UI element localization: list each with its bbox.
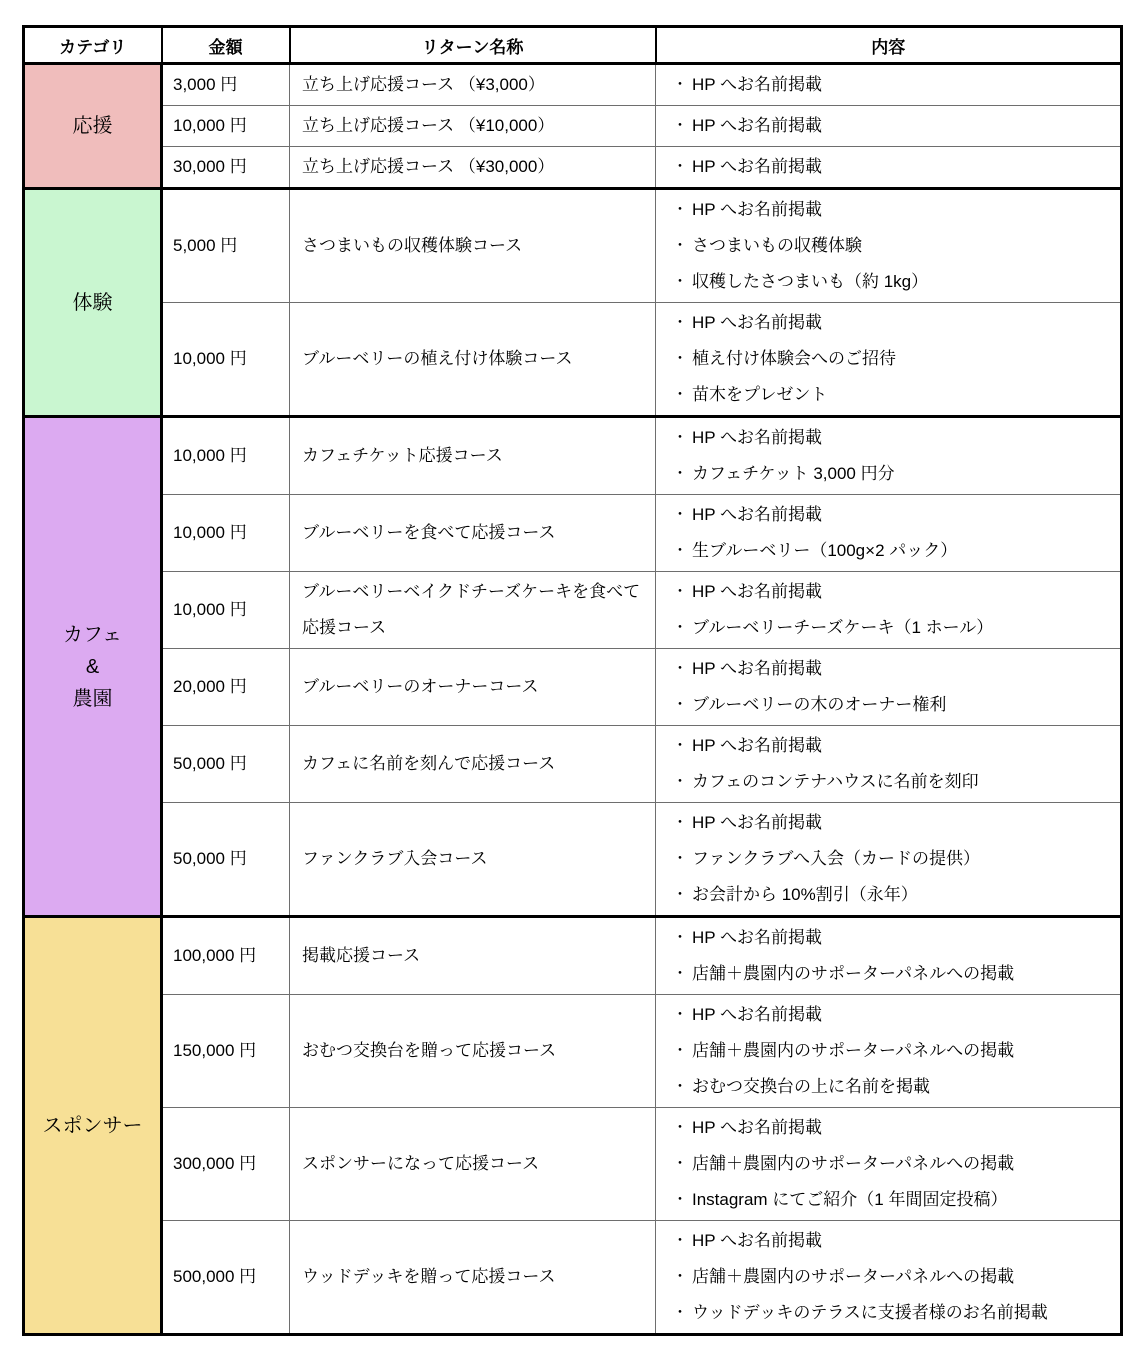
content-bullet-item <box>668 305 1114 341</box>
bullet-dot: ・ <box>672 965 688 982</box>
content-bullet-item <box>668 533 1114 569</box>
amount-cell: 10,000 円 <box>162 572 290 649</box>
bullet-text: お会計から 10%割引（永年） <box>692 885 918 904</box>
bullet-dot: ・ <box>672 737 688 754</box>
bullet-text: ブルーベリーチーズケーキ（1 ホール） <box>692 618 994 637</box>
table-row <box>24 1221 1122 1335</box>
header-row <box>24 27 1122 64</box>
bullet-dot: ・ <box>672 583 688 600</box>
bullet-dot: ・ <box>672 506 688 523</box>
amount-cell: 500,000 円 <box>162 1221 290 1335</box>
amount-cell: 3,000 円 <box>162 64 290 106</box>
returns-table <box>22 25 1123 1336</box>
content-cell <box>656 495 1122 572</box>
bullet-text: HP へお名前掲載 <box>692 157 823 176</box>
bullet-dot: ・ <box>672 465 688 482</box>
bullet-text: HP へお名前掲載 <box>692 736 823 755</box>
bullet-dot: ・ <box>672 1078 688 1095</box>
bullet-text: HP へお名前掲載 <box>692 813 823 832</box>
content-cell <box>656 189 1122 303</box>
content-bullet-item <box>668 610 1114 646</box>
bullet-text: HP へお名前掲載 <box>692 200 823 219</box>
bullet-text: 植え付け体験会へのご招待 <box>692 349 896 368</box>
amount-cell: 10,000 円 <box>162 495 290 572</box>
bullet-text: 店舗＋農園内のサポーターパネルへの掲載 <box>692 1154 1015 1173</box>
table-row <box>24 189 1122 303</box>
content-bullet-item <box>668 1110 1114 1146</box>
category-label-line: スポンサー <box>42 1114 143 1137</box>
bullet-text: HP へお名前掲載 <box>692 116 823 135</box>
table-row <box>24 917 1122 995</box>
bullet-dot: ・ <box>672 886 688 903</box>
bullet-dot: ・ <box>672 237 688 254</box>
bullet-dot: ・ <box>672 773 688 790</box>
table-header <box>24 27 1122 64</box>
table-row <box>24 147 1122 189</box>
return-name-cell: ブルーベリーの植え付け体験コース <box>290 303 656 417</box>
bullet-text: HP へお名前掲載 <box>692 582 823 601</box>
bullet-dot: ・ <box>672 273 688 290</box>
content-bullet-item <box>668 877 1114 913</box>
bullet-text: 店舗＋農園内のサポーターパネルへの掲載 <box>692 1041 1015 1060</box>
return-name-cell: ブルーベリーを食べて応援コース <box>290 495 656 572</box>
bullet-dot: ・ <box>672 1268 688 1285</box>
bullet-text: 店舗＋農園内のサポーターパネルへの掲載 <box>692 1267 1015 1286</box>
bullet-text: HP へお名前掲載 <box>692 1231 823 1250</box>
bullet-text: HP へお名前掲載 <box>692 1005 823 1024</box>
content-cell <box>656 303 1122 417</box>
category-cell <box>24 917 162 1335</box>
table-row <box>24 1108 1122 1221</box>
category-cell <box>24 417 162 917</box>
bullet-text: HP へお名前掲載 <box>692 75 823 94</box>
return-name-cell: ブルーベリーベイクドチーズケーキを食べて応援コース <box>290 572 656 649</box>
return-name-cell: さつまいもの収穫体験コース <box>290 189 656 303</box>
bullet-dot: ・ <box>672 1042 688 1059</box>
content-bullet-item <box>668 920 1114 956</box>
amount-cell: 30,000 円 <box>162 147 290 189</box>
return-name-cell: 立ち上げ応援コース （¥10,000） <box>290 106 656 147</box>
table-row <box>24 106 1122 147</box>
content-cell <box>656 417 1122 495</box>
bullet-text: HP へお名前掲載 <box>692 659 823 678</box>
content-bullet-item <box>668 497 1114 533</box>
content-cell <box>656 106 1122 147</box>
bullet-dot: ・ <box>672 429 688 446</box>
table-row <box>24 803 1122 917</box>
bullet-text: HP へお名前掲載 <box>692 1118 823 1137</box>
column-header-name: リターン名称 <box>290 27 656 64</box>
content-cell <box>656 995 1122 1108</box>
bullet-dot: ・ <box>672 542 688 559</box>
table-row <box>24 995 1122 1108</box>
bullet-text: ブルーベリーの木のオーナー権利 <box>692 695 947 714</box>
bullet-text: カフェのコンテナハウスに名前を刻印 <box>692 772 979 791</box>
amount-cell: 20,000 円 <box>162 649 290 726</box>
category-label-line: & <box>85 655 100 678</box>
content-bullet-item <box>668 456 1114 492</box>
bullet-dot: ・ <box>672 814 688 831</box>
content-bullet-item <box>668 1069 1114 1105</box>
table-row <box>24 495 1122 572</box>
category-label-line: カフェ <box>63 623 122 646</box>
content-bullet-item <box>668 341 1114 377</box>
content-bullet-item <box>668 67 1114 103</box>
bullet-text: 生ブルーベリー（100g×2 パック） <box>692 541 958 560</box>
bullet-dot: ・ <box>672 117 688 134</box>
content-cell <box>656 572 1122 649</box>
content-bullet-item <box>668 264 1114 300</box>
amount-cell: 50,000 円 <box>162 803 290 917</box>
table-row <box>24 64 1122 106</box>
content-cell <box>656 726 1122 803</box>
content-bullet-item <box>668 1223 1114 1259</box>
bullet-text: ファンクラブへ入会（カードの提供） <box>692 849 980 868</box>
bullet-dot: ・ <box>672 929 688 946</box>
bullet-text: HP へお名前掲載 <box>692 428 823 447</box>
return-name-cell: ウッドデッキを贈って応援コース <box>290 1221 656 1335</box>
return-name-cell: カフェに名前を刻んで応援コース <box>290 726 656 803</box>
bullet-dot: ・ <box>672 1006 688 1023</box>
category-label-line: 体験 <box>72 291 113 314</box>
content-cell <box>656 917 1122 995</box>
amount-cell: 10,000 円 <box>162 417 290 495</box>
content-bullet-item <box>668 1295 1114 1331</box>
content-bullet-item <box>668 108 1114 144</box>
content-bullet-item <box>668 651 1114 687</box>
bullet-dot: ・ <box>672 314 688 331</box>
return-name-cell: カフェチケット応援コース <box>290 417 656 495</box>
content-cell <box>656 649 1122 726</box>
column-header-category: カテゴリ <box>24 27 162 64</box>
bullet-text: おむつ交換台の上に名前を掲載 <box>692 1077 930 1096</box>
table-row <box>24 572 1122 649</box>
table-row <box>24 417 1122 495</box>
amount-cell: 10,000 円 <box>162 303 290 417</box>
content-bullet-item <box>668 841 1114 877</box>
content-bullet-item <box>668 377 1114 413</box>
bullet-text: 収穫したさつまいも（約 1kg） <box>692 272 929 291</box>
table-row <box>24 303 1122 417</box>
bullet-text: ウッドデッキのテラスに支援者様のお名前掲載 <box>692 1303 1048 1322</box>
amount-cell: 300,000 円 <box>162 1108 290 1221</box>
content-cell <box>656 64 1122 106</box>
bullet-text: HP へお名前掲載 <box>692 928 823 947</box>
bullet-dot: ・ <box>672 660 688 677</box>
bullet-dot: ・ <box>672 850 688 867</box>
return-name-cell: スポンサーになって応援コース <box>290 1108 656 1221</box>
content-cell <box>656 1221 1122 1335</box>
content-bullet-item <box>668 1182 1114 1218</box>
content-bullet-item <box>668 420 1114 456</box>
return-name-cell: ファンクラブ入会コース <box>290 803 656 917</box>
column-header-content: 内容 <box>656 27 1122 64</box>
bullet-text: さつまいもの収穫体験 <box>692 236 862 255</box>
content-cell <box>656 803 1122 917</box>
return-name-cell: ブルーベリーのオーナーコース <box>290 649 656 726</box>
bullet-dot: ・ <box>672 350 688 367</box>
content-cell <box>656 147 1122 189</box>
bullet-dot: ・ <box>672 201 688 218</box>
bullet-text: 店舗＋農園内のサポーターパネルへの掲載 <box>692 964 1015 983</box>
bullet-dot: ・ <box>672 158 688 175</box>
bullet-dot: ・ <box>672 1119 688 1136</box>
category-label-line: 農園 <box>72 687 113 710</box>
content-cell <box>656 1108 1122 1221</box>
amount-cell: 100,000 円 <box>162 917 290 995</box>
content-bullet-item <box>668 687 1114 723</box>
content-bullet-item <box>668 764 1114 800</box>
bullet-text: 苗木をプレゼント <box>692 385 828 404</box>
content-bullet-item <box>668 149 1114 185</box>
bullet-dot: ・ <box>672 76 688 93</box>
bullet-text: Instagram にてご紹介（1 年間固定投稿） <box>692 1190 1008 1209</box>
return-name-cell: おむつ交換台を贈って応援コース <box>290 995 656 1108</box>
content-bullet-item <box>668 728 1114 764</box>
table-body <box>24 64 1122 1335</box>
bullet-dot: ・ <box>672 619 688 636</box>
table-row <box>24 726 1122 803</box>
bullet-dot: ・ <box>672 1232 688 1249</box>
bullet-text: HP へお名前掲載 <box>692 505 823 524</box>
bullet-dot: ・ <box>672 1155 688 1172</box>
return-name-cell: 掲載応援コース <box>290 917 656 995</box>
content-bullet-item <box>668 805 1114 841</box>
return-name-cell: 立ち上げ応援コース （¥3,000） <box>290 64 656 106</box>
bullet-dot: ・ <box>672 1191 688 1208</box>
content-bullet-item <box>668 956 1114 992</box>
column-header-amount: 金額 <box>162 27 290 64</box>
content-bullet-item <box>668 228 1114 264</box>
content-bullet-item <box>668 574 1114 610</box>
content-bullet-item <box>668 997 1114 1033</box>
bullet-text: カフェチケット 3,000 円分 <box>692 464 895 483</box>
amount-cell: 5,000 円 <box>162 189 290 303</box>
bullet-text: HP へお名前掲載 <box>692 313 823 332</box>
amount-cell: 50,000 円 <box>162 726 290 803</box>
table-row <box>24 649 1122 726</box>
return-name-cell: 立ち上げ応援コース （¥30,000） <box>290 147 656 189</box>
bullet-dot: ・ <box>672 696 688 713</box>
bullet-dot: ・ <box>672 386 688 403</box>
content-bullet-item <box>668 1033 1114 1069</box>
bullet-dot: ・ <box>672 1304 688 1321</box>
category-cell <box>24 64 162 189</box>
content-bullet-item <box>668 192 1114 228</box>
content-bullet-item <box>668 1259 1114 1295</box>
amount-cell: 10,000 円 <box>162 106 290 147</box>
amount-cell: 150,000 円 <box>162 995 290 1108</box>
category-label-line: 応援 <box>72 115 113 137</box>
content-bullet-item <box>668 1146 1114 1182</box>
category-cell <box>24 189 162 417</box>
